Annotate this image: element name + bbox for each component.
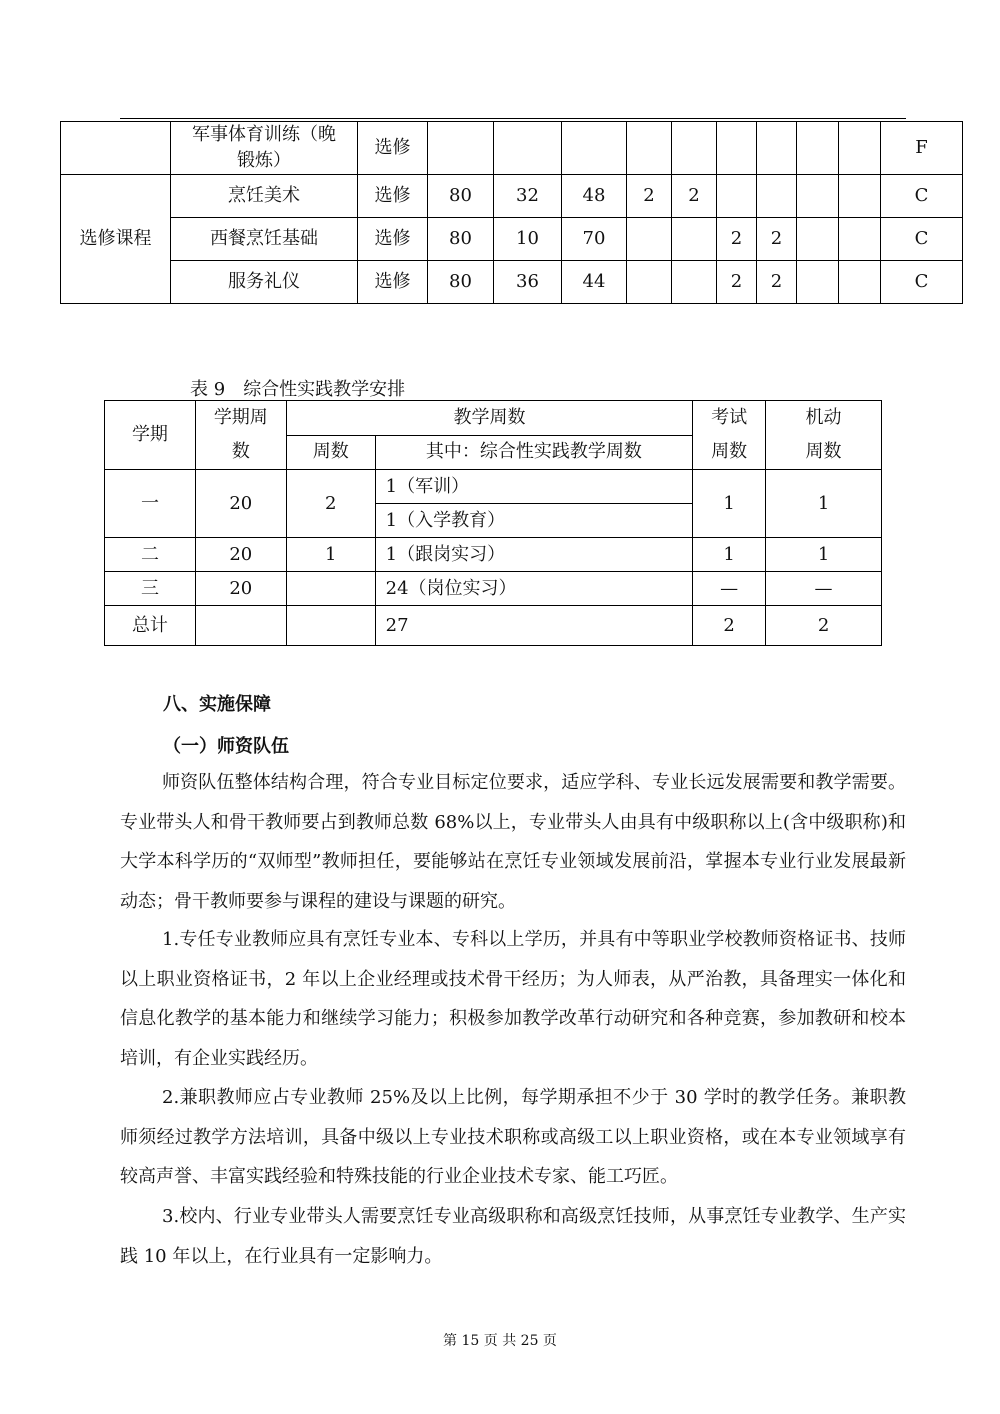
- weeks-cell: [286, 572, 375, 606]
- term-weeks-cell: 20: [195, 572, 286, 606]
- header-flex-line1: 机动: [805, 407, 842, 428]
- total-hours: 80: [428, 261, 494, 304]
- semester-hours: [839, 175, 881, 218]
- practice-cell: 1（跟岗实习）: [375, 538, 693, 572]
- header-term-weeks-line2: 数: [231, 441, 250, 462]
- course-name: 西餐烹饪基础: [171, 218, 358, 261]
- practice-cell: 27: [375, 606, 693, 646]
- semester-hours: 2: [672, 175, 717, 218]
- semester-hours: [717, 175, 757, 218]
- semester-hours: [672, 122, 717, 175]
- course-type: 选修: [358, 122, 428, 175]
- caption-number: 表 9: [190, 379, 226, 400]
- semester-hours: [797, 175, 839, 218]
- semester-hours: 2: [757, 261, 797, 304]
- header-weeks: 周数: [286, 435, 375, 470]
- paragraph: 1.专任专业教师应具有烹饪专业本、专科以上学历，并具有中等职业学校教师资格证书、技师以上职业资格证书，2 年以上企业经理或技术骨干经历；为人师表，从严治教，具备理实一体化和信息化教学的基本能力和继续学习能力；积极参加教学改革行动研究和各种竞赛，参加教研和校本培训，有企业实践经历。: [120, 929, 906, 1069]
- table-row: [105, 606, 882, 646]
- flex-cell: 2: [766, 606, 882, 646]
- semester-hours: 2: [757, 218, 797, 261]
- total-hours: 80: [428, 218, 494, 261]
- course-type: 选修: [358, 218, 428, 261]
- assessment-type: C: [881, 261, 963, 304]
- semester-hours: [797, 122, 839, 175]
- semester-hours: [757, 122, 797, 175]
- header-flex-weeks: [766, 401, 882, 470]
- semester-hours: [797, 261, 839, 304]
- semester-hours: 2: [717, 218, 757, 261]
- term-weeks-cell: 20: [195, 470, 286, 538]
- weeks-cell: [286, 606, 375, 646]
- header-term-weeks: [195, 401, 286, 470]
- practice-hours: [562, 122, 627, 175]
- course-name: 军事体育训练（晚锻炼）: [171, 122, 358, 175]
- page-footer: 第 15 页 共 25 页: [443, 1333, 557, 1349]
- practice-cell: 1（入学教育）: [375, 504, 693, 538]
- course-name: 服务礼仪: [171, 261, 358, 304]
- semester-hours: [627, 261, 672, 304]
- table-row: [105, 538, 882, 572]
- subsection-title: （一）师资队伍: [163, 736, 289, 757]
- assessment-type: F: [881, 122, 963, 175]
- semester-hours: [627, 218, 672, 261]
- term-cell: 总计: [105, 606, 196, 646]
- practice-cell: 24（岗位实习）: [375, 572, 693, 606]
- term-weeks-cell: [195, 606, 286, 646]
- practice-schedule-table: [104, 400, 882, 646]
- practice-cell: 1（军训）: [375, 470, 693, 504]
- section-title: 八、实施保障: [163, 694, 271, 715]
- term-cell: 三: [105, 572, 196, 606]
- table-row: [61, 261, 963, 304]
- header-term-weeks-line1: 学期周: [213, 407, 268, 428]
- course-name: 烹饪美术: [171, 175, 358, 218]
- table-row: [61, 122, 963, 175]
- semester-hours: [757, 175, 797, 218]
- practice-hours: 44: [562, 261, 627, 304]
- theory-hours: 10: [494, 218, 562, 261]
- header-exam-line2: 周数: [711, 441, 748, 462]
- exam-cell: 2: [693, 606, 766, 646]
- theory-hours: 36: [494, 261, 562, 304]
- practice-hours: 70: [562, 218, 627, 261]
- table-header-row: [105, 401, 882, 436]
- total-hours: [428, 122, 494, 175]
- header-exam-line1: 考试: [711, 407, 748, 428]
- elective-course-table: [60, 121, 963, 304]
- term-cell: 一: [105, 470, 196, 538]
- total-hours: 80: [428, 175, 494, 218]
- header-teaching-weeks: 教学周数: [286, 401, 692, 436]
- table-caption: [190, 375, 423, 401]
- semester-hours: 2: [717, 261, 757, 304]
- semester-hours: [839, 218, 881, 261]
- paragraph: 师资队伍整体结构合理，符合专业目标定位要求，适应学科、专业长远发展需要和教学需要。专业带头人和骨干教师要占到教师总数 68%以上，专业带头人由具有中级职称以上(含中级职称)和大学本科学历的“双师型”教师担任，要能够站在烹饪专业领域发展前沿，掌握本专业行业发展最新动态；骨干教师要参与课程的建设与课题的研究。: [120, 772, 906, 912]
- flex-cell: 1: [766, 470, 882, 538]
- caption-title: 综合性实践教学安排: [243, 379, 406, 400]
- semester-hours: 2: [627, 175, 672, 218]
- table-row: [61, 175, 963, 218]
- flex-cell: —: [766, 572, 882, 606]
- paragraph: 3.校内、行业专业带头人需要烹饪专业高级职称和高级烹饪技师，从事烹饪专业教学、生产实践 10 年以上，在行业具有一定影响力。: [120, 1206, 906, 1267]
- table-row: [105, 470, 882, 504]
- paragraph: 2.兼职教师应占专业教师 25%及以上比例，每学期承担不少于 30 学时的教学任务。兼职教师须经过教学方法培训，具备中级以上专业技术职称或高级工以上职业资格，或在本专业领域享有较高声誉、丰富实践经验和特殊技能的行业企业技术专家、能工巧匠。: [120, 1087, 906, 1187]
- weeks-cell: 2: [286, 470, 375, 538]
- semester-hours: [839, 261, 881, 304]
- header-practice-weeks: 其中：综合性实践教学周数: [375, 435, 693, 470]
- term-cell: 二: [105, 538, 196, 572]
- semester-hours: [672, 261, 717, 304]
- table-row: [105, 572, 882, 606]
- exam-cell: 1: [693, 538, 766, 572]
- theory-hours: [494, 122, 562, 175]
- table-row: [61, 218, 963, 261]
- semester-hours: [839, 122, 881, 175]
- assessment-type: C: [881, 175, 963, 218]
- assessment-type: C: [881, 218, 963, 261]
- flex-cell: 1: [766, 538, 882, 572]
- header-flex-line2: 周数: [805, 441, 842, 462]
- group-label: 选修课程: [61, 175, 171, 304]
- semester-hours: [797, 218, 839, 261]
- header-term: 学期: [105, 401, 196, 470]
- course-type: 选修: [358, 261, 428, 304]
- semester-hours: [717, 122, 757, 175]
- header-exam-weeks: [693, 401, 766, 470]
- weeks-cell: 1: [286, 538, 375, 572]
- semester-hours: [672, 218, 717, 261]
- exam-cell: 1: [693, 470, 766, 538]
- exam-cell: —: [693, 572, 766, 606]
- term-weeks-cell: 20: [195, 538, 286, 572]
- theory-hours: 32: [494, 175, 562, 218]
- practice-hours: 48: [562, 175, 627, 218]
- course-type: 选修: [358, 175, 428, 218]
- group-cell: [61, 122, 171, 175]
- semester-hours: [627, 122, 672, 175]
- header-rule: [120, 118, 906, 119]
